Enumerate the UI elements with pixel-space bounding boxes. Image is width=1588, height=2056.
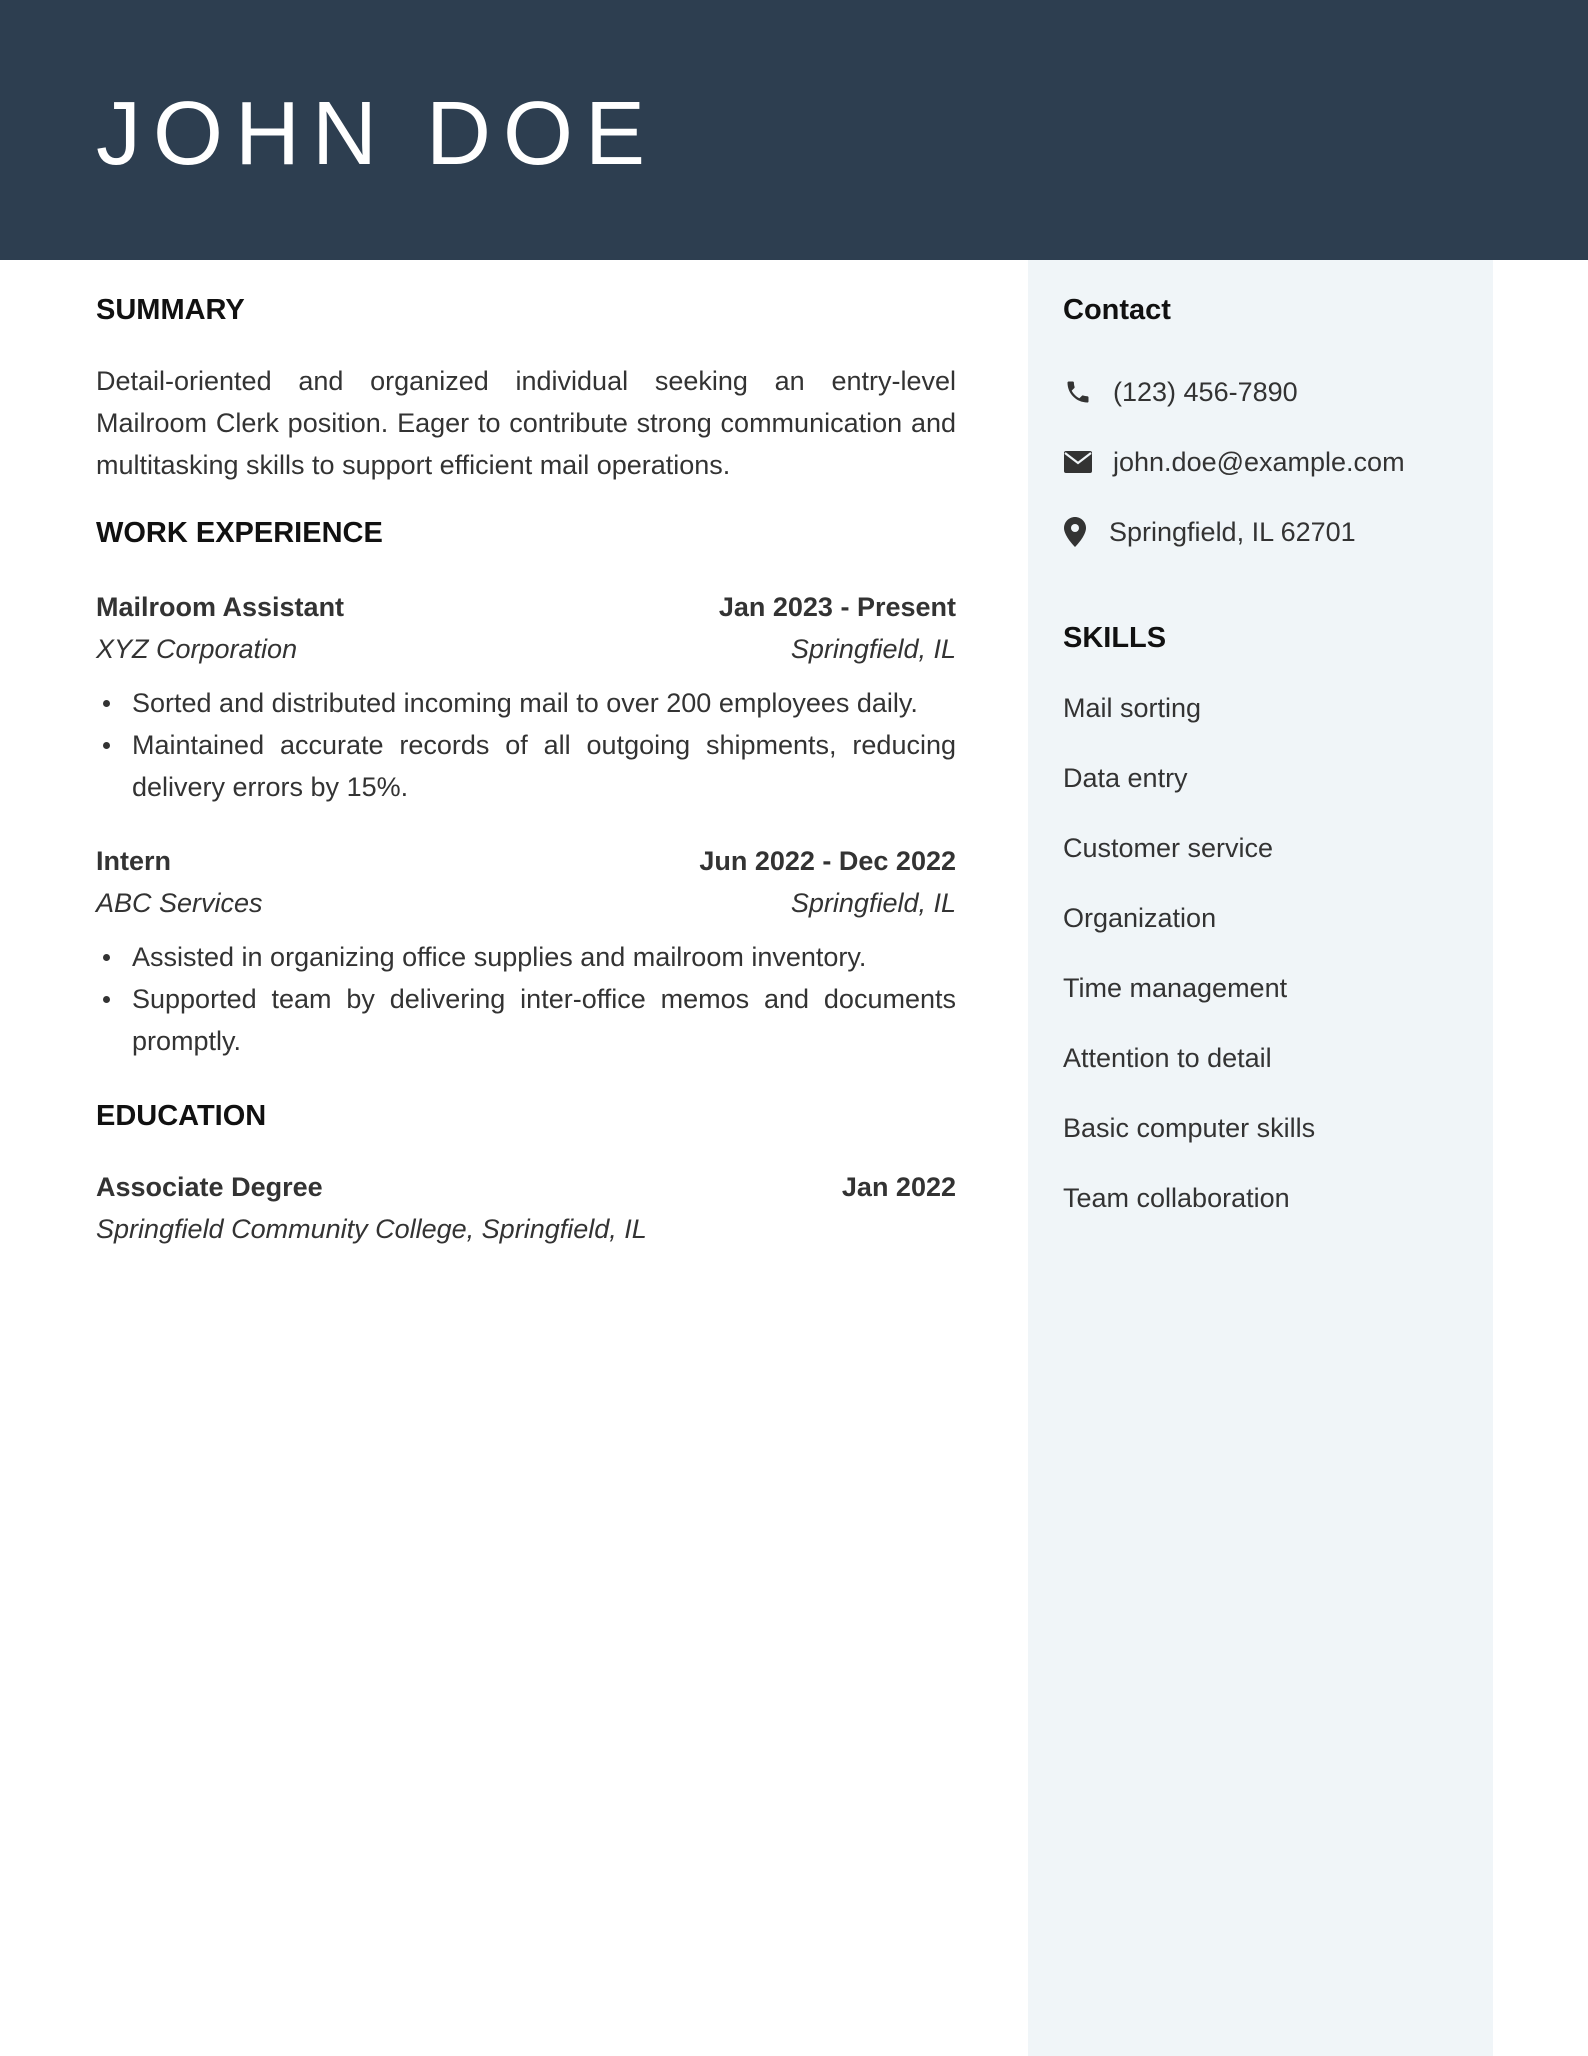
contact-email — [1063, 442, 1405, 482]
job-dates: Jan 2023 - Present — [718, 592, 956, 622]
work-experience-heading: WORK EXPERIENCE — [96, 517, 383, 549]
job-entry — [96, 586, 956, 808]
education-entry — [96, 1166, 956, 1250]
map-pin-icon — [1063, 517, 1087, 547]
phone-icon — [1063, 377, 1093, 407]
skill-item: Team collaboration — [1063, 1183, 1290, 1213]
skill-item: Data entry — [1063, 763, 1188, 793]
contact-location-text: Springfield, IL 62701 — [1109, 516, 1356, 547]
header-banner — [0, 0, 1588, 260]
skill-item: Attention to detail — [1063, 1043, 1272, 1073]
summary-heading: SUMMARY — [96, 294, 245, 326]
degree-name: Associate Degree — [96, 1172, 323, 1202]
candidate-name: JOHN DOE — [96, 84, 658, 184]
job-role: Mailroom Assistant — [96, 592, 345, 622]
skill-item: Mail sorting — [1063, 693, 1202, 723]
skill-item: Customer service — [1063, 833, 1274, 863]
job-bullet-list — [96, 682, 956, 808]
job-location: Springfield, IL — [790, 634, 956, 664]
skill-item: Organization — [1063, 903, 1217, 933]
contact-email-text: john.doe@example.com — [1113, 446, 1405, 477]
job-bullet: Supported team by delivering inter-office memos and documents promptly. — [96, 978, 956, 1062]
contact-phone — [1063, 372, 1298, 412]
job-bullet: Sorted and distributed incoming mail to over 200 employees daily. — [96, 682, 956, 724]
degree-date: Jan 2022 — [841, 1172, 956, 1202]
job-company: XYZ Corporation — [96, 634, 298, 664]
job-dates: Jun 2022 - Dec 2022 — [699, 846, 956, 876]
envelope-icon — [1063, 447, 1093, 477]
school-name: Springfield Community College, Springfield, IL — [96, 1214, 647, 1244]
education-heading: EDUCATION — [96, 1100, 267, 1132]
skills-list — [1063, 688, 1315, 1248]
job-role: Intern — [96, 846, 172, 876]
contact-phone-text: (123) 456-7890 — [1113, 376, 1298, 407]
skill-item: Basic computer skills — [1063, 1113, 1316, 1143]
job-location: Springfield, IL — [790, 888, 956, 918]
job-entry — [96, 840, 956, 1062]
job-bullet-list — [96, 936, 956, 1062]
job-bullet: Assisted in organizing office supplies and mailroom inventory. — [96, 936, 956, 978]
summary-text: Detail-oriented and organized individual seeking an entry-level Mailroom Clerk position. Eager to contribute strong communication and multitasking skills to support efficient mail operations. — [96, 366, 956, 480]
skill-item: Time management — [1063, 973, 1288, 1003]
job-bullet: Maintained accurate records of all outgoing shipments, reducing delivery errors by 15%. — [96, 724, 956, 808]
contact-location — [1063, 512, 1356, 552]
skills-heading: SKILLS — [1063, 622, 1167, 654]
job-company: ABC Services — [96, 888, 263, 918]
contact-heading: Contact — [1063, 294, 1171, 326]
